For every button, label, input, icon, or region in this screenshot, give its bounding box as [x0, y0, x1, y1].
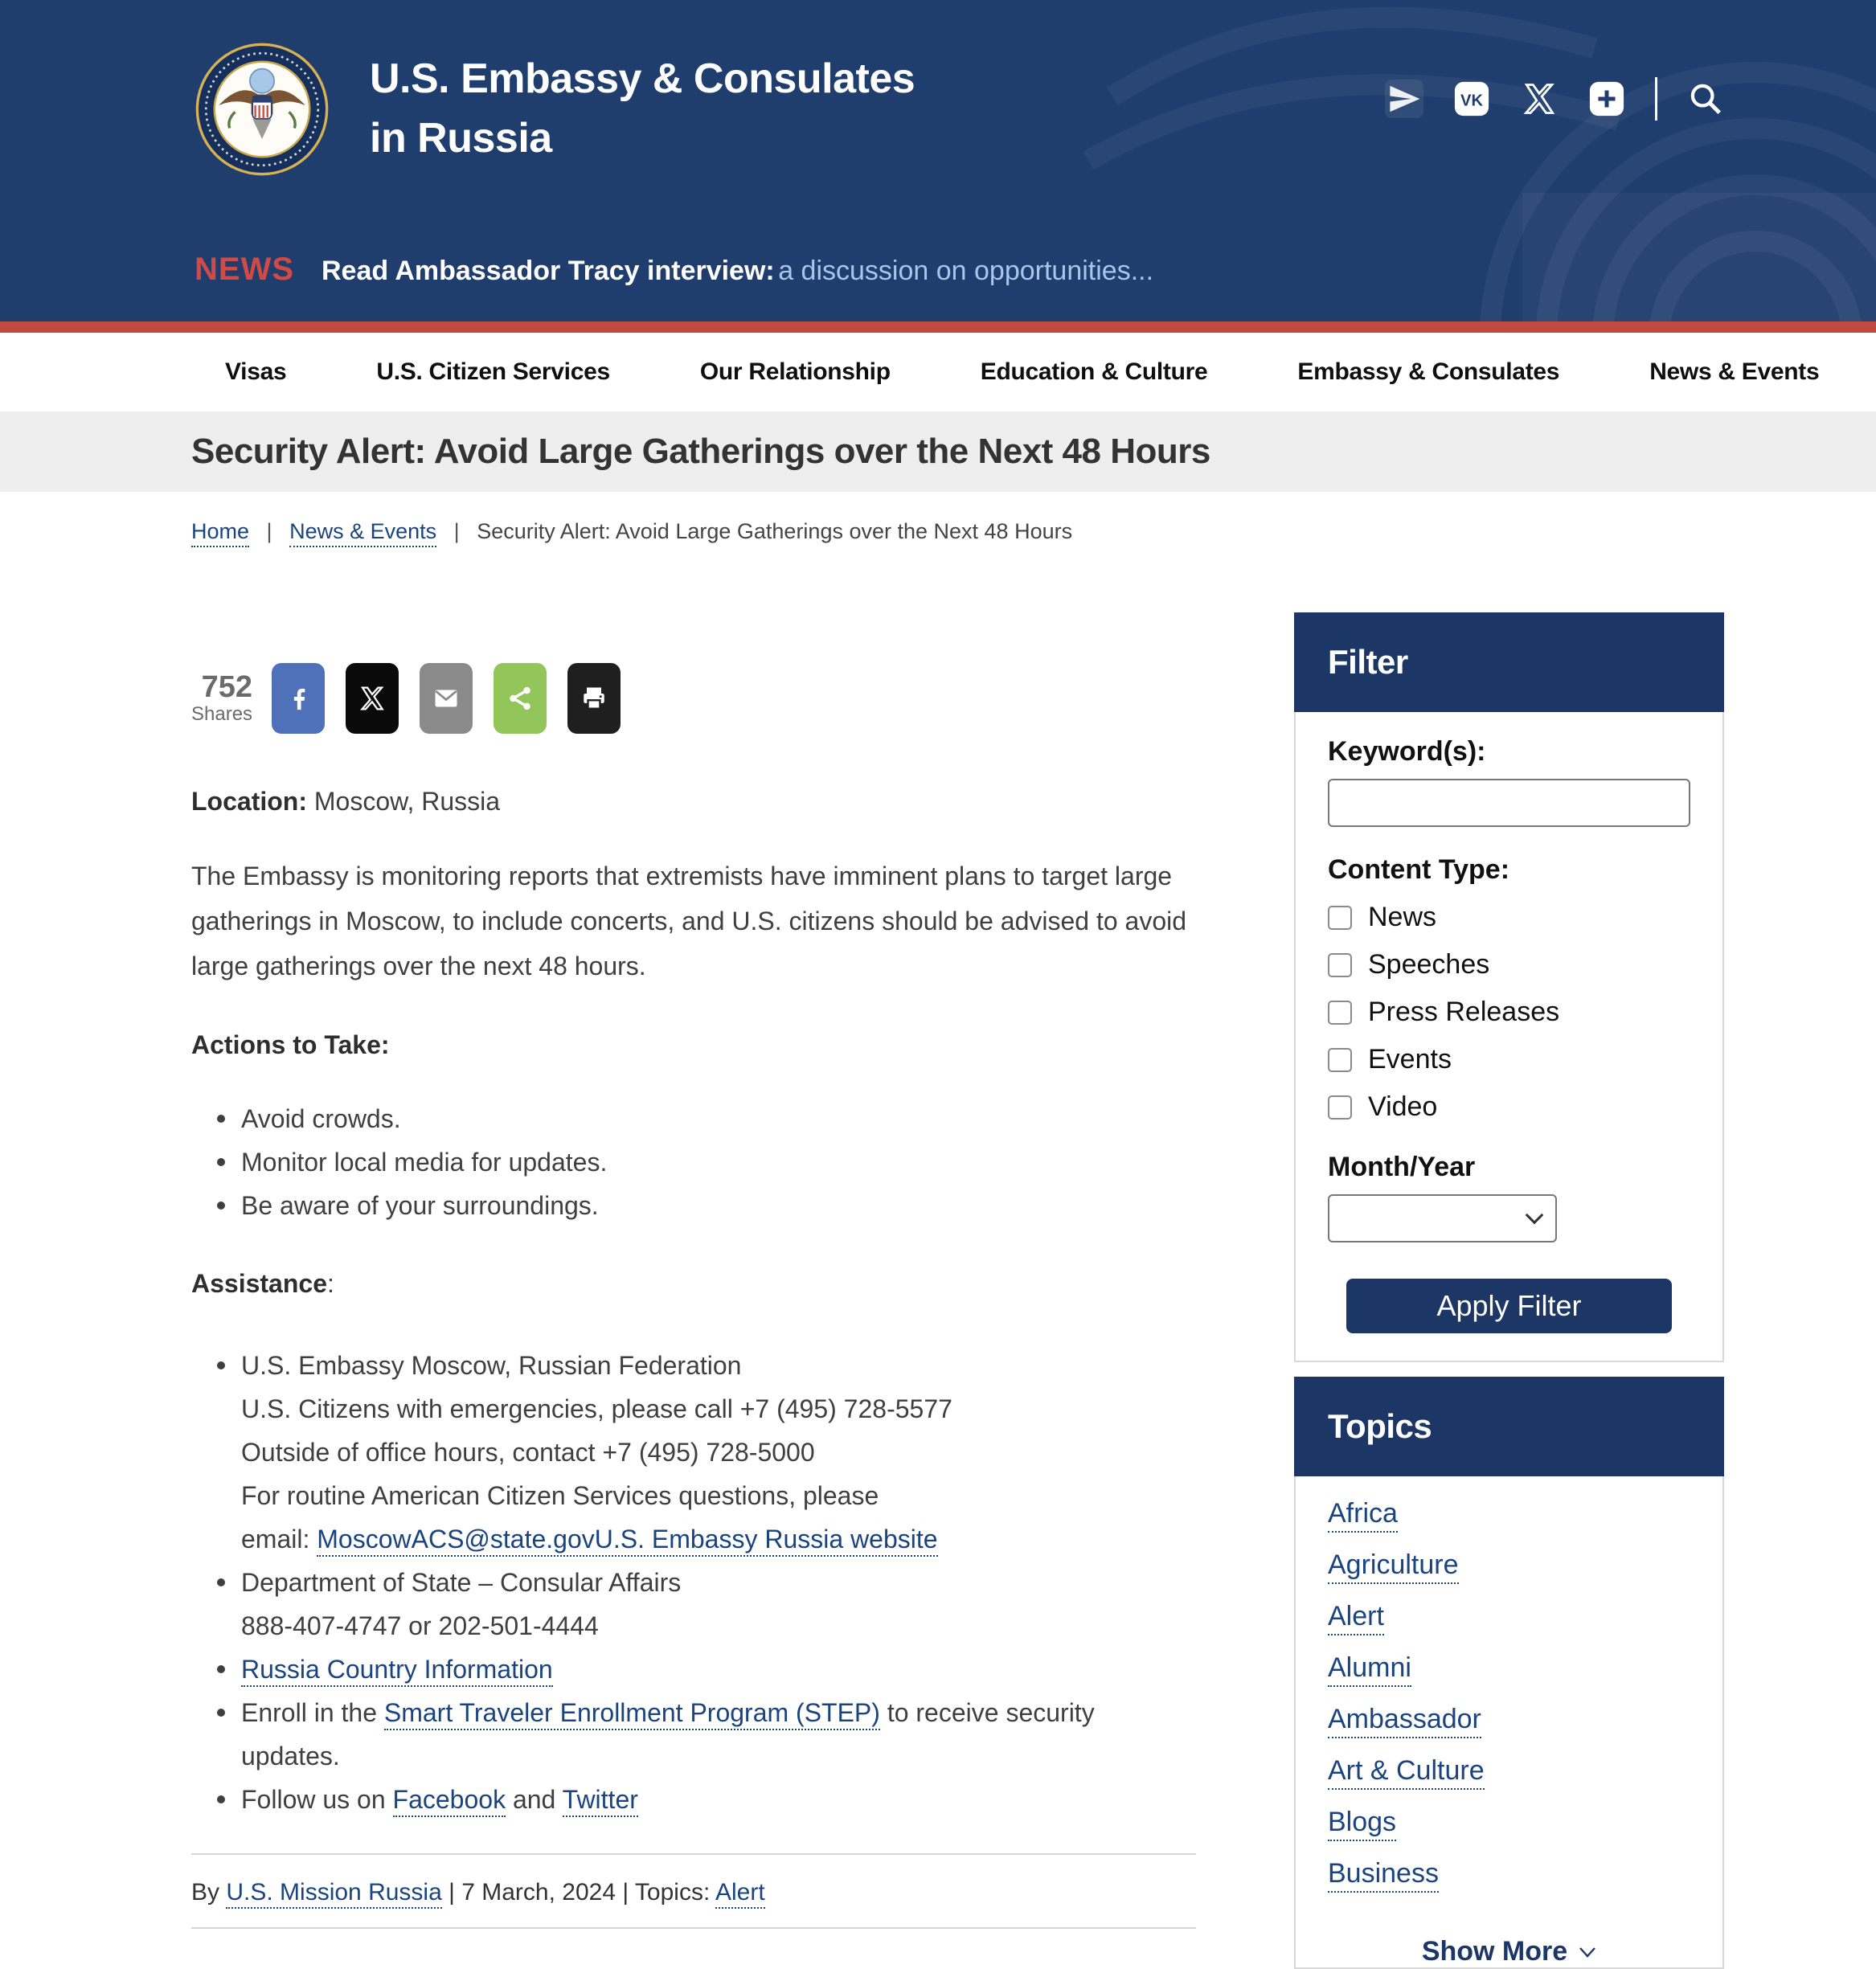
- news-banner-text[interactable]: [322, 256, 1153, 287]
- content-type-checklist: [1328, 902, 1690, 1123]
- topic-link-agriculture[interactable]: Agriculture: [1328, 1550, 1459, 1584]
- checkbox-label-events: Events: [1368, 1044, 1452, 1075]
- print-icon[interactable]: [567, 663, 621, 734]
- news-banner-light-text: a discussion on opportunities...: [778, 256, 1154, 286]
- month-year-select-wrap: [1328, 1194, 1557, 1242]
- share-toolbar: [191, 663, 1196, 734]
- news-banner-bold-text: Read Ambassador Tracy interview:: [322, 256, 775, 286]
- text-segment: and: [506, 1785, 563, 1814]
- news-banner: [195, 252, 1153, 288]
- month-year-select[interactable]: [1328, 1194, 1557, 1242]
- share-count-number: 752: [201, 670, 253, 705]
- show-more-label: Show More: [1421, 1936, 1568, 1967]
- breadcrumb-separator: |: [453, 519, 460, 543]
- email-share-icon[interactable]: [420, 663, 473, 734]
- link-twitter[interactable]: Twitter: [563, 1785, 638, 1817]
- checkbox-press-releases[interactable]: [1328, 1001, 1352, 1025]
- telegram-icon[interactable]: [1385, 80, 1423, 118]
- nav-item-education-culture[interactable]: Education & Culture: [980, 358, 1208, 385]
- byline-prefix: By: [191, 1879, 227, 1906]
- byline-middle: | 7 March, 2024 | Topics:: [441, 1879, 715, 1906]
- filter-panel-body: [1296, 712, 1722, 1361]
- checkbox-video[interactable]: [1328, 1095, 1352, 1120]
- assistance-item-2: [241, 1561, 1196, 1648]
- keyword-input[interactable]: [1328, 779, 1690, 827]
- share-count-label: Shares: [191, 703, 253, 726]
- checkbox-events[interactable]: [1328, 1048, 1352, 1072]
- link-facebook[interactable]: Facebook: [393, 1785, 506, 1817]
- content-type-row-press-releases[interactable]: [1328, 997, 1690, 1028]
- text-segment: Department of State – Consular Affairs: [241, 1568, 682, 1597]
- link-smart-traveler-enrollment-program-step[interactable]: Smart Traveler Enrollment Program (STEP): [384, 1698, 880, 1730]
- keyword-label: Keyword(s):: [1328, 736, 1486, 767]
- share-count: [191, 672, 252, 724]
- text-segment: Follow us on: [241, 1785, 393, 1814]
- content-type-row-video[interactable]: [1328, 1091, 1690, 1123]
- topic-link-alert[interactable]: Alert: [1328, 1602, 1384, 1635]
- show-more-button[interactable]: [1296, 1936, 1722, 1967]
- topic-link-blogs[interactable]: Blogs: [1328, 1807, 1396, 1841]
- content-type-label: Content Type:: [1328, 854, 1510, 885]
- topics-panel: [1294, 1377, 1724, 1969]
- checkbox-label-speeches: Speeches: [1368, 949, 1490, 980]
- checkbox-label-news: News: [1368, 902, 1437, 932]
- content-type-row-speeches[interactable]: [1328, 949, 1690, 980]
- assistance-heading-bold: Assistance: [191, 1269, 327, 1298]
- link-moscowacs-state-govu-s-embassy-russia-website[interactable]: MoscowACS@state.govU.S. Embassy Russia website: [317, 1525, 937, 1557]
- main-nav: [0, 333, 1876, 411]
- social-divider: [1655, 77, 1657, 121]
- text-segment: email:: [241, 1525, 317, 1554]
- article-intro-paragraph: The Embassy is monitoring reports that extremists have imminent plans to target large gatherings in Moscow, to include concerts, and U.S. citizens should be advised to avoid large gatherings over the next 48 hours.: [191, 862, 1187, 980]
- assistance-heading: [191, 1269, 1196, 1299]
- site-title: [370, 50, 915, 169]
- svg-text:VK: VK: [1460, 92, 1483, 110]
- byline-topic-link[interactable]: Alert: [715, 1879, 765, 1909]
- byline-author-link[interactable]: U.S. Mission Russia: [226, 1879, 441, 1909]
- assistance-list: [191, 1344, 1196, 1821]
- location-value: Moscow, Russia: [306, 787, 501, 816]
- x-share-icon[interactable]: [346, 663, 399, 734]
- red-separator-bar: [0, 321, 1876, 333]
- checkbox-news[interactable]: [1328, 906, 1352, 930]
- brand: [195, 42, 915, 177]
- main-layout: [0, 544, 1876, 1969]
- page-title-band: [0, 411, 1876, 492]
- text-segment: For routine American Citizen Services questions, please: [241, 1481, 879, 1510]
- action-item-be-aware-of-your-surroundings: Be aware of your surroundings.: [241, 1184, 1196, 1227]
- nav-item-our-relationship[interactable]: Our Relationship: [699, 358, 891, 385]
- content-type-row-news[interactable]: [1328, 902, 1690, 933]
- action-item-avoid-crowds: Avoid crowds.: [241, 1097, 1196, 1140]
- article-divider-top: [191, 1853, 1196, 1855]
- nav-item-embassy-consulates[interactable]: Embassy & Consulates: [1297, 358, 1560, 385]
- vk-icon[interactable]: [1452, 80, 1491, 118]
- actions-heading: Actions to Take:: [191, 1030, 390, 1059]
- share-nodes-icon[interactable]: [494, 663, 547, 734]
- location-label: Location:: [191, 787, 307, 816]
- breadcrumb-separator: |: [266, 519, 272, 543]
- topics-panel-header: Topics: [1294, 1377, 1724, 1476]
- site-header: [0, 0, 1876, 321]
- nav-item-news-events[interactable]: News & Events: [1649, 358, 1820, 385]
- sidebar: [1294, 612, 1724, 1969]
- facebook-share-icon[interactable]: [272, 663, 325, 734]
- article: [191, 544, 1196, 1929]
- breadcrumb-current: Security Alert: Avoid Large Gatherings over the Next 48 Hours: [477, 519, 1073, 543]
- assistance-heading-colon: :: [326, 1269, 334, 1298]
- text-segment: to receive security updates.: [241, 1698, 1095, 1770]
- news-banner-label: NEWS: [195, 252, 294, 287]
- topic-link-art-culture[interactable]: Art & Culture: [1328, 1756, 1485, 1790]
- search-icon[interactable]: [1686, 80, 1725, 118]
- month-year-label: Month/Year: [1328, 1152, 1476, 1182]
- topic-link-alumni[interactable]: Alumni: [1328, 1653, 1411, 1687]
- breadcrumb: [0, 492, 1876, 544]
- topics-panel-body: [1296, 1476, 1722, 1925]
- text-segment: U.S. Embassy Moscow, Russian Federation: [241, 1351, 742, 1380]
- text-segment: U.S. Citizens with emergencies, please call +7 (495) 728-5577: [241, 1394, 952, 1423]
- social-bar: [1385, 77, 1725, 121]
- site-title-line2: in Russia: [370, 115, 552, 162]
- link-russia-country-information[interactable]: Russia Country Information: [241, 1655, 553, 1687]
- checkbox-speeches[interactable]: [1328, 953, 1352, 977]
- apply-filter-button[interactable]: Apply Filter: [1346, 1279, 1672, 1333]
- text-segment: Outside of office hours, contact +7 (495) 728-5000: [241, 1438, 815, 1467]
- byline: [191, 1879, 1196, 1906]
- text-segment: 888-407-4747 or 202-501-4444: [241, 1611, 599, 1640]
- assistance-item-4: [241, 1691, 1196, 1778]
- topic-link-business[interactable]: Business: [1328, 1859, 1439, 1893]
- chevron-down-icon: [1579, 1946, 1596, 1959]
- filter-panel: [1294, 612, 1724, 1362]
- location-line: [191, 787, 1196, 817]
- assistance-item-1: [241, 1344, 1196, 1561]
- content-type-row-events[interactable]: [1328, 1044, 1690, 1075]
- filter-panel-header: Filter: [1294, 612, 1724, 712]
- action-item-monitor-local-media-for-updates: Monitor local media for updates.: [241, 1140, 1196, 1184]
- nav-item-u-s-citizen-services[interactable]: U.S. Citizen Services: [376, 358, 610, 385]
- page-title: Security Alert: Avoid Large Gatherings over the Next 48 Hours: [191, 432, 1210, 471]
- x-icon[interactable]: [1520, 80, 1559, 118]
- checkbox-label-press-releases: Press Releases: [1368, 997, 1560, 1027]
- actions-list: [191, 1097, 1196, 1227]
- department-of-state-seal-logo: [195, 42, 330, 177]
- topic-link-ambassador[interactable]: Ambassador: [1328, 1705, 1481, 1738]
- breadcrumb-home-link[interactable]: Home: [191, 519, 249, 547]
- article-divider-bottom: [191, 1927, 1196, 1929]
- text-segment: Enroll in the: [241, 1698, 384, 1727]
- site-title-line1: U.S. Embassy & Consulates: [370, 55, 915, 103]
- plus-icon[interactable]: [1587, 80, 1626, 118]
- topic-link-africa[interactable]: Africa: [1328, 1499, 1398, 1533]
- assistance-item-5: [241, 1778, 1196, 1821]
- assistance-item-3: [241, 1648, 1196, 1691]
- checkbox-label-video: Video: [1368, 1091, 1438, 1122]
- breadcrumb-news-events-link[interactable]: News & Events: [289, 519, 436, 547]
- nav-item-visas[interactable]: Visas: [225, 358, 287, 385]
